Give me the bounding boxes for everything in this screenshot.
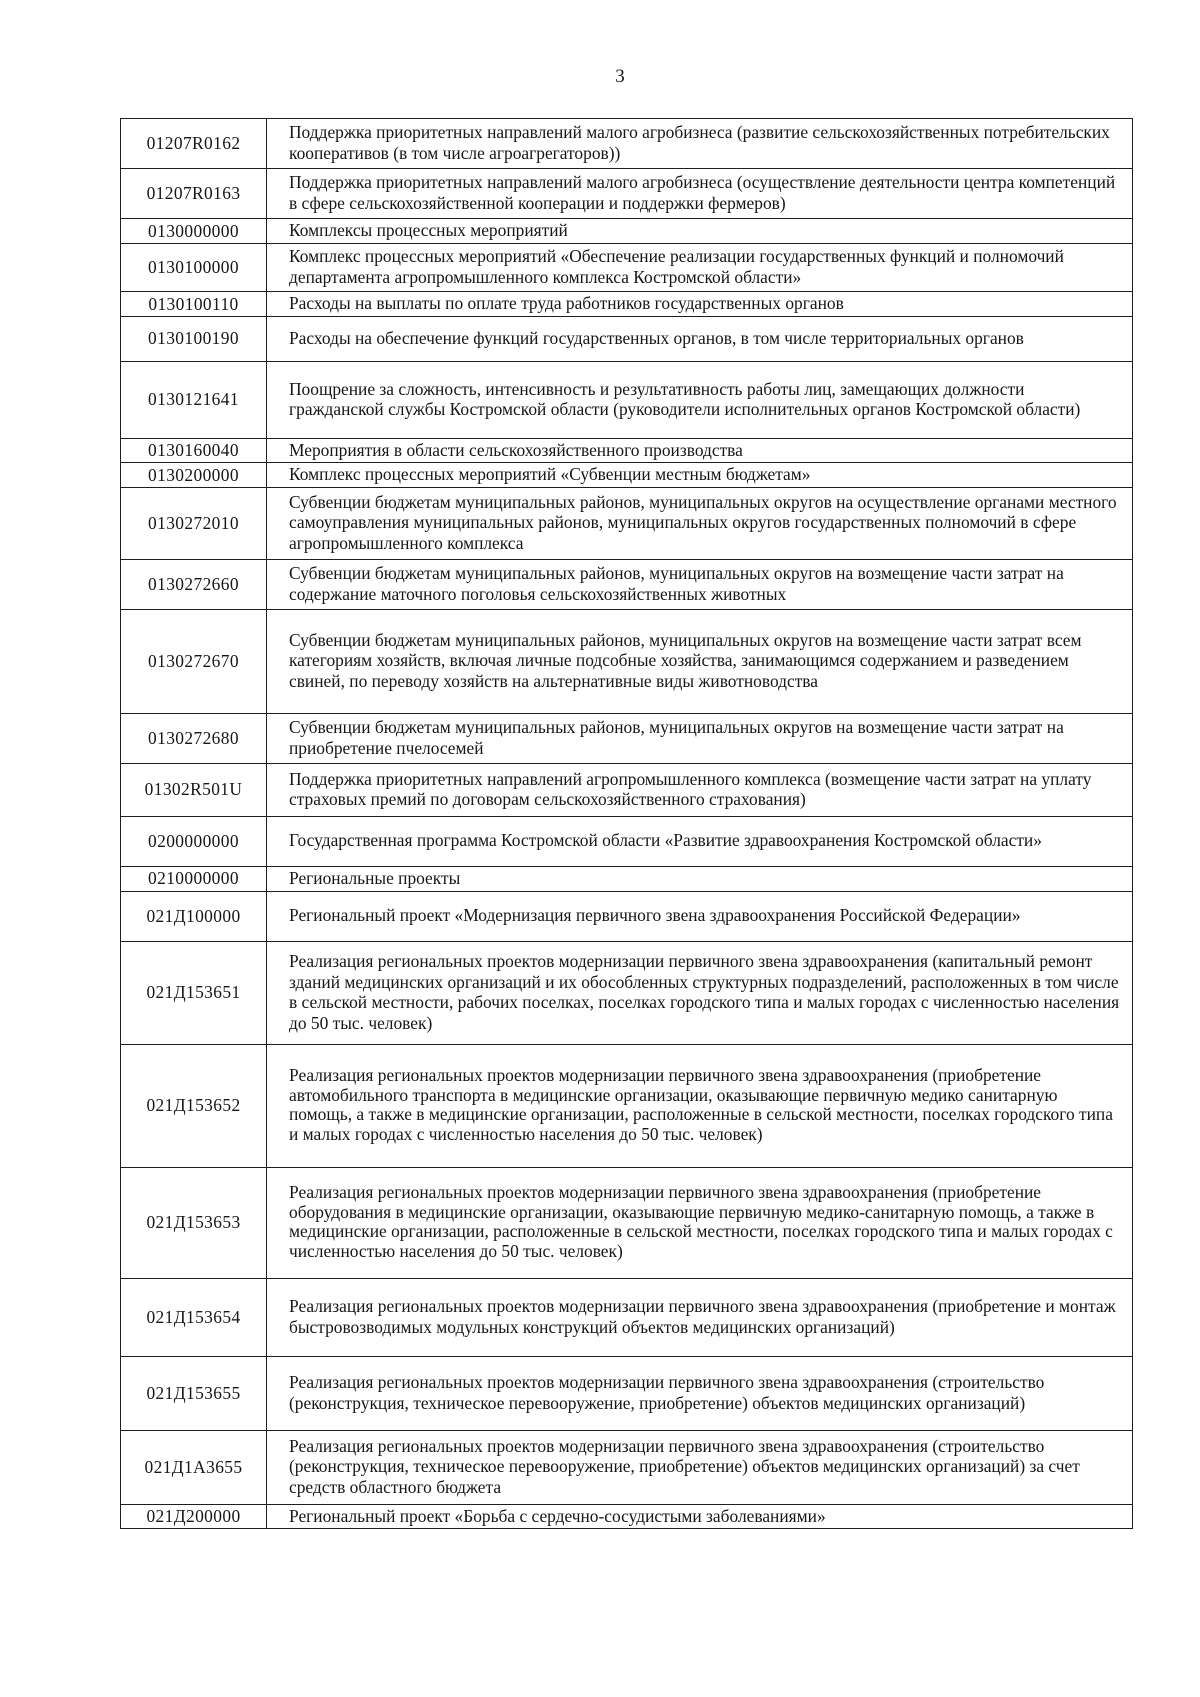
row-code: 0130100110 xyxy=(121,292,267,317)
table-row xyxy=(121,816,1133,866)
table-row xyxy=(121,1044,1133,1167)
row-code: 021Д100000 xyxy=(121,891,267,941)
row-code: 0130100190 xyxy=(121,316,267,361)
row-code: 0200000000 xyxy=(121,816,267,866)
row-description: Реализация региональных проектов модернизации первичного звена здравоохранения (приобретение и монтаж быстровозводимых модульных конструкций объектов медицинских организаций) xyxy=(267,1278,1133,1356)
row-code: 021Д153653 xyxy=(121,1167,267,1278)
table-row xyxy=(121,361,1133,438)
row-code: 0130160040 xyxy=(121,438,267,463)
table-row xyxy=(121,487,1133,559)
row-code: 01302R501U xyxy=(121,763,267,816)
row-code: 0130272660 xyxy=(121,559,267,609)
table-row xyxy=(121,463,1133,488)
row-description: Комплекс процессных мероприятий «Обеспечение реализации государственных функций и полномочий департамента агропромышленного комплекса Костромской области» xyxy=(267,244,1133,292)
table-row xyxy=(121,1167,1133,1278)
row-description: Субвенции бюджетам муниципальных районов, муниципальных округов на возмещение части затрат всем категориям хозяйств, включая личные подсобные хозяйства, занимающимся содержанием и разведением свиней, по переводу хозяйств на альтернативные виды животноводства xyxy=(267,609,1133,713)
row-description: Расходы на обеспечение функций государственных органов, в том числе территориальных органов xyxy=(267,316,1133,361)
row-code: 0130272670 xyxy=(121,609,267,713)
row-code: 01207R0162 xyxy=(121,119,267,169)
row-description: Региональный проект «Модернизация первичного звена здравоохранения Российской Федерации» xyxy=(267,891,1133,941)
row-description: Реализация региональных проектов модернизации первичного звена здравоохранения (приобретение оборудования в медицинские организации, оказывающие первичную медико-санитарную помощь, а также в медицинские организации, расположенные в сельской местности, поселках городского типа и малых городах с численностью населения до 50 тыс. человек) xyxy=(267,1167,1133,1278)
row-description: Региональные проекты xyxy=(267,866,1133,891)
table-row xyxy=(121,1356,1133,1430)
row-description: Мероприятия в области сельскохозяйственного производства xyxy=(267,438,1133,463)
table-row xyxy=(121,713,1133,763)
row-description: Поощрение за сложность, интенсивность и результативность работы лиц, замещающих должности гражданской службы Костромской области (руководители исполнительных органов Костромской области) xyxy=(267,361,1133,438)
budget-classification-table xyxy=(120,118,1133,1529)
row-description: Субвенции бюджетам муниципальных районов, муниципальных округов на осуществление органами местного самоуправления муниципальных районов, муниципальных округов государственных полномочий в сфере агропромышленного комплекса xyxy=(267,487,1133,559)
row-description: Региональный проект «Борьба с сердечно-сосудистыми заболеваниями» xyxy=(267,1504,1133,1529)
row-description: Поддержка приоритетных направлений малого агробизнеса (развитие сельскохозяйственных потребительских кооперативов (в том числе агроагрегаторов)) xyxy=(267,119,1133,169)
row-description: Реализация региональных проектов модернизации первичного звена здравоохранения (строительство (реконструкция, техническое перевооружение, приобретение) объектов медицинских организаций) за счет средств областного бюджета xyxy=(267,1430,1133,1504)
row-code: 0130100000 xyxy=(121,244,267,292)
row-description: Комплексы процессных мероприятий xyxy=(267,219,1133,244)
table-row xyxy=(121,1278,1133,1356)
row-code: 021Д153655 xyxy=(121,1356,267,1430)
row-code: 01207R0163 xyxy=(121,169,267,219)
row-description: Реализация региональных проектов модернизации первичного звена здравоохранения (приобретение автомобильного транспорта в медицинские организации, оказывающие первичную медико санитарную помощь, а также в медицинские организации, расположенные в сельской местности, поселках городского типа и малых городах с численностью населения до 50 тыс. человек) xyxy=(267,1044,1133,1167)
table-row xyxy=(121,609,1133,713)
table-row xyxy=(121,119,1133,169)
row-code: 021Д153654 xyxy=(121,1278,267,1356)
row-description: Субвенции бюджетам муниципальных районов, муниципальных округов на возмещение части затрат на приобретение пчелосемей xyxy=(267,713,1133,763)
row-code: 0210000000 xyxy=(121,866,267,891)
row-code: 0130121641 xyxy=(121,361,267,438)
row-description: Поддержка приоритетных направлений агропромышленного комплекса (возмещение части затрат на уплату страховых премий по договорам сельскохозяйственного страхования) xyxy=(267,763,1133,816)
row-code: 0130200000 xyxy=(121,463,267,488)
table-row xyxy=(121,763,1133,816)
row-code: 0130000000 xyxy=(121,219,267,244)
row-description: Субвенции бюджетам муниципальных районов, муниципальных округов на возмещение части затрат на содержание маточного поголовья сельскохозяйственных животных xyxy=(267,559,1133,609)
table-row xyxy=(121,438,1133,463)
table-row xyxy=(121,891,1133,941)
table-row xyxy=(121,292,1133,317)
table-row xyxy=(121,866,1133,891)
table-row xyxy=(121,559,1133,609)
page-number: 3 xyxy=(615,66,625,87)
row-description: Реализация региональных проектов модернизации первичного звена здравоохранения (капитальный ремонт зданий медицинских организаций и их обособленных структурных подразделений, расположенных в том числе в сельской местности, рабочих поселках, поселках городского типа и малых городах с численностью населения до 50 тыс. человек) xyxy=(267,941,1133,1044)
row-code: 0130272680 xyxy=(121,713,267,763)
row-description: Комплекс процессных мероприятий «Субвенции местным бюджетам» xyxy=(267,463,1133,488)
table-row xyxy=(121,316,1133,361)
row-code: 0130272010 xyxy=(121,487,267,559)
row-code: 021Д1А3655 xyxy=(121,1430,267,1504)
row-description: Государственная программа Костромской области «Развитие здравоохранения Костромской области» xyxy=(267,816,1133,866)
row-description: Реализация региональных проектов модернизации первичного звена здравоохранения (строительство (реконструкция, техническое перевооружение, приобретение) объектов медицинских организаций) xyxy=(267,1356,1133,1430)
row-description: Расходы на выплаты по оплате труда работников государственных органов xyxy=(267,292,1133,317)
table-row xyxy=(121,1504,1133,1529)
table-row xyxy=(121,1430,1133,1504)
table-row xyxy=(121,169,1133,219)
row-code: 021Д200000 xyxy=(121,1504,267,1529)
table-row xyxy=(121,244,1133,292)
row-code: 021Д153651 xyxy=(121,941,267,1044)
row-description: Поддержка приоритетных направлений малого агробизнеса (осуществление деятельности центра компетенций в сфере сельскохозяйственной кооперации и поддержки фермеров) xyxy=(267,169,1133,219)
table-row xyxy=(121,219,1133,244)
row-code: 021Д153652 xyxy=(121,1044,267,1167)
table-row xyxy=(121,941,1133,1044)
